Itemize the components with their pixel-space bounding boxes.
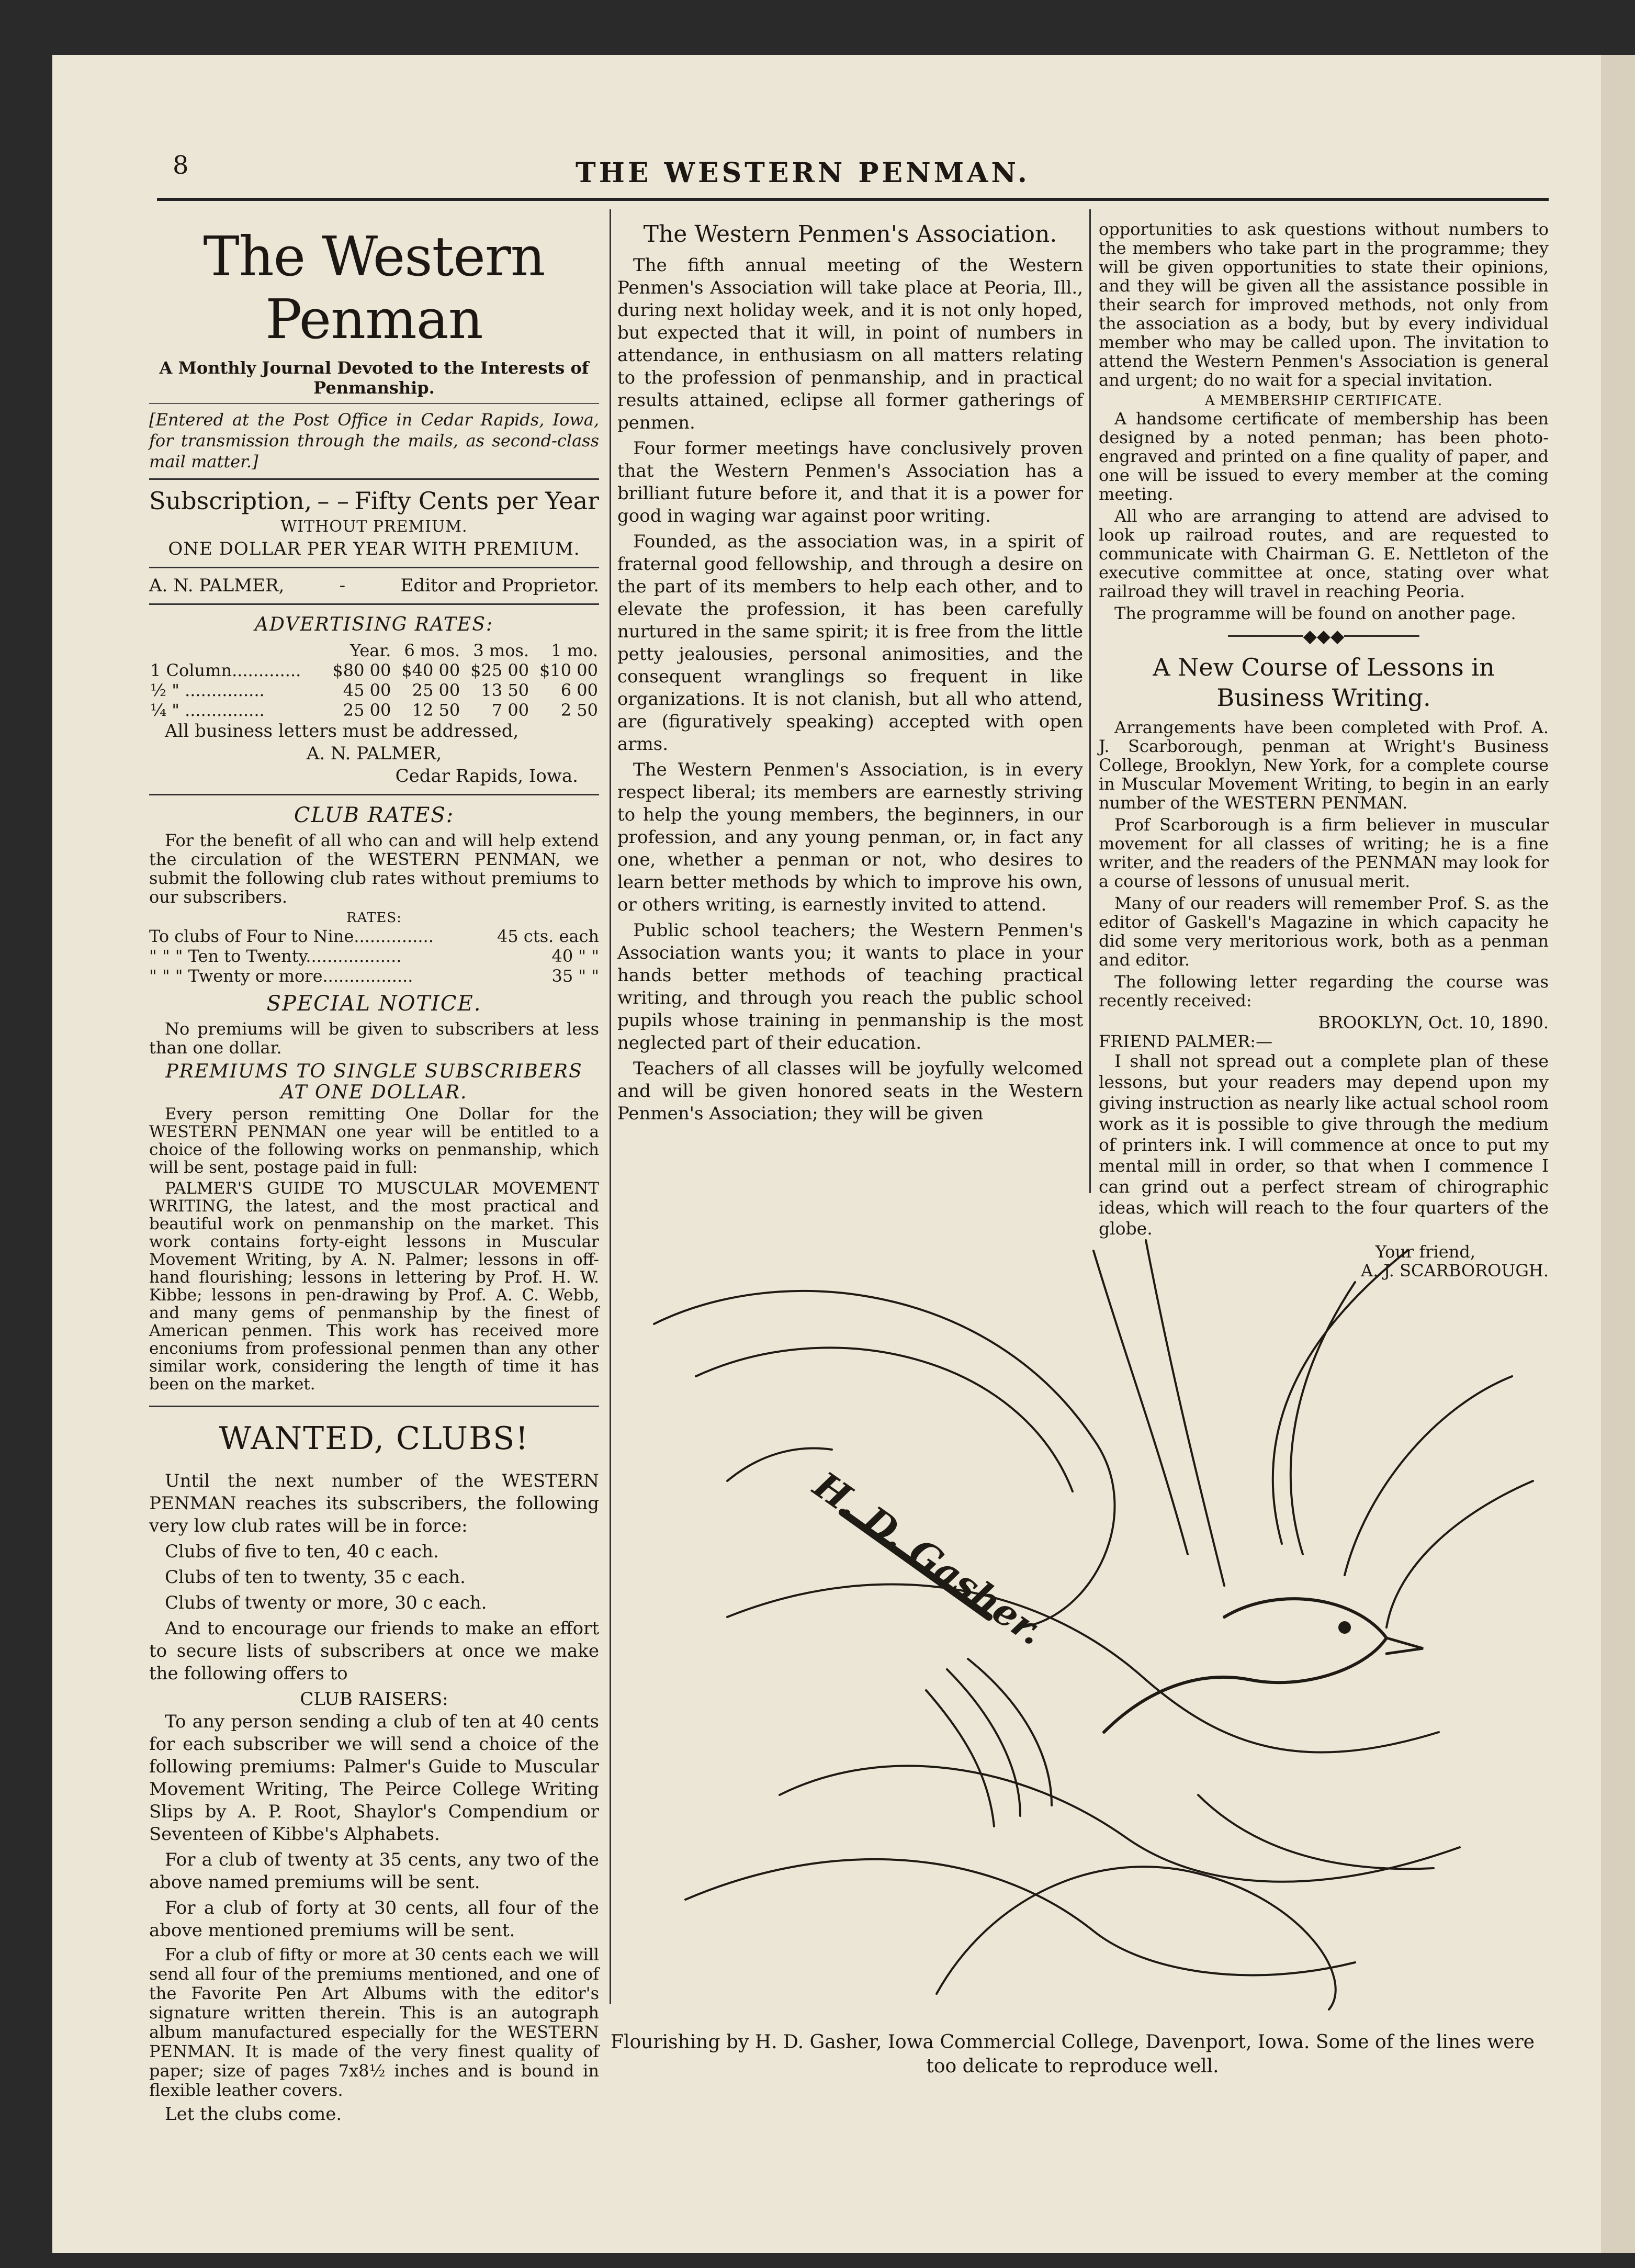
editor-role: Editor and Proprietor.	[400, 575, 599, 596]
illustration-signature: H. D. Gasher.	[806, 1463, 1053, 1654]
special-notice-text: No premiums will be given to subscribers at less than one dollar.	[149, 1019, 599, 1058]
flourish-stroke	[1273, 1251, 1407, 1544]
page-number: 8	[173, 151, 189, 180]
divider	[149, 567, 599, 568]
entered-notice: [Entered at the Post Office in Cedar Rapids, Iowa, for transmission through the mails, as second-class mail matter.]	[149, 410, 599, 471]
article-paragraph: Teachers of all classes will be joyfully welcomed and will be given honored seats in the Western Penmen's Association; they will be given	[617, 1058, 1083, 1124]
article-paragraph: Public school teachers; the Western Penmen's Association wants you; it wants to place in your hands better methods of teaching practical writing, and through you reach the public school pupils whose training in penmanship is the most neglected part of their education.	[617, 920, 1083, 1053]
illustration-caption: Flourishing by H. D. Gasher, Iowa Commercial College, Davenport, Iowa. Some of the lines were too delicate to reproduce well.	[611, 2031, 1535, 2077]
quill-feather	[968, 1659, 1052, 1805]
article-paragraph: Prof Scarborough is a firm believer in muscular movement for all classes of writing; he is a fine writer, and the readers of the PENMAN may look for a course of lessons of unusual merit.	[1099, 815, 1549, 891]
letter-signature: A. J. SCARBOROUGH.	[1360, 1261, 1549, 1281]
club-rates-text: For the benefit of all who can and will help extend the circulation of the WESTERN PENMAN, we submit the following club rates without premiums to our subscribers.	[149, 830, 599, 907]
letter-salutation: FRIEND PALMER:—	[1099, 1031, 1273, 1051]
article-paragraph: Founded, as the association was, in a spirit of fraternal good fellowship, and through a desire on the part of its members to help each other, and to elevate the profession, it has been carefully nurtured in the same spirit; it is free from the little petty jealousies, personal animosities, and the consequent wranglings so frequent in like organizations. It is not clanish, but all who attend, are (figuratively speaking) accepted with open arms.	[617, 531, 1083, 755]
flourish-stroke	[1386, 1481, 1533, 1627]
club-row: " " " Ten to Twenty.................. 40 " "	[149, 946, 599, 966]
masthead: THE WESTERN PENMAN.	[576, 157, 1030, 189]
premiums-text: Every person remitting One Dollar for the WESTERN PENMAN one year will be entitled to a choice of the following works on penmanship, which will be sent, postage paid in full:	[149, 1105, 599, 1177]
column-3	[1099, 220, 1549, 1280]
flourish-stroke	[727, 1585, 1439, 1753]
quill-feather	[947, 1669, 1020, 1816]
editor-name: A. N. PALMER,	[149, 575, 285, 596]
ornament-divider: ───────◆◆◆───────	[1228, 626, 1419, 647]
article-paragraph: Arrangements have been completed with Prof. A. J. Scarborough, penman at Wright's Business College, Brooklyn, New York, for a complete course in Muscular Movement Writing, to begin in an early number of the WESTERN PENMAN.	[1099, 717, 1549, 813]
flourish-stroke	[1291, 1282, 1355, 1554]
address-name: A. N. PALMER,	[306, 743, 442, 764]
bird-beak	[1386, 1638, 1423, 1654]
divider	[149, 794, 599, 795]
address-city: Cedar Rapids, Iowa.	[395, 766, 578, 787]
flourished-bird-illustration	[623, 1219, 1549, 2020]
subscription-label: Subscription,	[149, 487, 312, 515]
table-row: ¼ " ............... 25 00 12 50 7 00 2 50	[150, 700, 598, 720]
flourish-stroke	[654, 1291, 1114, 1627]
wanted-line: Clubs of twenty or more, 30 c each.	[165, 1592, 487, 1613]
flourish-stroke	[685, 1859, 1355, 1975]
subscription-row	[149, 486, 599, 515]
table-row: Year. 6 mos. 3 mos. 1 mo.	[350, 641, 598, 660]
article-paragraph: opportunities to ask questions without numbers to the members who take part in the programme; they will be given opportunities to state their opinions, and they will be given all the assistance possible in their search for improved methods, not only from the association as a body, but by every individual member who may be called upon. The invitation to attend the Western Penmen's Association is general and urgent; do no wait for a special invitation.	[1099, 219, 1549, 390]
wanted-text: And to encourage our friends to make an effort to secure lists of subscribers at once we make the following offers to	[149, 1618, 599, 1684]
article-paragraph: Many of our readers will remember Prof. S. as the editor of Gaskell's Magazine in which capacity he did some very meritorious work, both as a penman and editor.	[1099, 893, 1549, 970]
editor-dash: -	[339, 575, 346, 596]
flourish-stroke	[1146, 1240, 1224, 1586]
association-title: The Western Penmen's Association.	[643, 221, 1057, 248]
adjacent-page-edge	[1601, 55, 1635, 2253]
journal-title: The Western Penman	[203, 224, 545, 351]
rates-label: RATES:	[346, 910, 402, 926]
flourish-stroke	[937, 1867, 1336, 2009]
certificate-title: A MEMBERSHIP CERTIFICATE.	[1204, 393, 1443, 409]
article-paragraph: The fifth annual meeting of the Western Penmen's Association will take place at Peoria, Ill., during next holiday week, and it is not only hoped, but expected that it will, in point of numbers in attendance, in enthusiasm on all matters relating to the profession of penmanship, and in practical results attained, eclipse all former gatherings of penmen.	[617, 255, 1083, 433]
wanted-clubs-title: WANTED, CLUBS!	[219, 1420, 529, 1457]
raisers-text: To any person sending a club of ten at 40 cents for each subscriber we will send a choice of the following premiums: Palmer's Guide to Muscular Movement Writing, The Peirce College Writing Slips by A. P. Root, Shaylor's Compendium or Seventeen of Kibbe's Alphabets.	[149, 1711, 599, 1845]
raisers-text: For a club of fifty or more at 30 cents each we will send all four of the premiums mentioned, and one of the Favorite Pen Art Albums with the editor's signature written therein. This is an autograph album manufactured especially for the WESTERN PENMAN. It is made of the very finest quality of paper; size of pages 7x8½ inches and is bound in flexible leather covers.	[149, 1945, 599, 2100]
wanted-line: Clubs of five to ten, 40 c each.	[165, 1541, 439, 1562]
letter-body: I shall not spread out a complete plan of these lessons, but your readers may depend upon my giving instruction as nearly like actual school room work as it is possible to give through the medium of printers ink. I will commence at once to put my mental mill in order, so that when I commence I can grind out a perfect stream of chirographic ideas, which will reach to the four quarters of the globe.	[1099, 1051, 1549, 1239]
article-paragraph: Four former meetings have conclusively proven that the Western Penmen's Association has a brilliant future before it, and that it is a power for good in waging war against poor writing.	[617, 438, 1083, 526]
table-row: 1 Column............. $80 00 $40 00 $25 00 $10 00	[150, 660, 598, 680]
column-divider-2	[1089, 209, 1091, 1193]
article-paragraph: A handsome certificate of membership has been designed by a noted penman; has been photo-engraved and printed on a fine quality of paper, and one will be issued to every member at the coming meeting.	[1099, 409, 1549, 504]
without-premium: WITHOUT PREMIUM.	[280, 518, 468, 536]
flourish-stroke	[1198, 1795, 1434, 1869]
column-divider-1	[610, 209, 611, 2004]
subscription-dash: – –	[317, 487, 349, 515]
raisers-text: For a club of twenty at 35 cents, any two of the above named premiums will be sent.	[149, 1849, 599, 1893]
club-row: To clubs of Four to Nine............... 45 cts. each	[149, 926, 599, 946]
header-rule	[157, 198, 1549, 201]
club-raisers-title: CLUB RAISERS:	[300, 1689, 448, 1710]
special-notice-title: SPECIAL NOTICE.	[266, 992, 482, 1016]
journal-subtitle: A Monthly Journal Devoted to the Interests of Penmanship.	[159, 358, 589, 398]
premiums-title: PREMIUMS TO SINGLE SUBSCRIBERS AT ONE DOLLAR.	[165, 1061, 583, 1103]
divider	[149, 603, 599, 605]
article-paragraph: The Western Penmen's Association, is in every respect liberal; its members are earnestly striving to help the young members, the beginners, in our profession, and any young penman, or, in fact any one, whether a penman or not, who desires to learn better methods by which to improve his own, or others writing, is earnestly invited to attend.	[617, 759, 1083, 915]
quill-feather	[926, 1690, 994, 1826]
flourish-stroke	[1345, 1376, 1512, 1575]
subscription-price: Fifty Cents per Year	[354, 487, 599, 515]
raisers-text: For a club of forty at 30 cents, all four of the above mentioned premiums will be sent.	[149, 1898, 599, 1941]
advertising-title: ADVERTISING RATES:	[254, 614, 493, 635]
article-paragraph: The following letter regarding the course was recently received:	[1099, 972, 1549, 1011]
column-1	[149, 220, 599, 2129]
bird-eye	[1339, 1622, 1350, 1633]
flourish-stroke	[696, 1348, 1073, 1491]
flourish-stroke	[780, 1766, 1460, 1881]
table-row: ½ " ............... 45 00 25 00 13 50 6 00	[150, 680, 598, 700]
letter-closing: Your friend,	[1375, 1242, 1475, 1262]
with-premium: ONE DOLLAR PER YEAR WITH PREMIUM.	[168, 538, 580, 559]
club-row: " " " Twenty or more................. 35 " "	[149, 966, 599, 986]
editor-row	[149, 575, 599, 597]
divider	[149, 1406, 599, 1407]
column-2	[617, 220, 1083, 1128]
new-course-title: A New Course of Lessons in Business Writing.	[1153, 653, 1495, 712]
club-rates-title: CLUB RATES:	[294, 803, 455, 827]
palmer-guide-text: PALMER'S GUIDE TO MUSCULAR MOVEMENT WRITING, the latest, and the most practical and beautiful work on penmanship on the market. This work contains forty-eight lessons in Muscular Movement Writing, by A. N. Palmer; lessons in off-hand flourishing; lessons in lettering by Prof. H. W. Kibbe; lessons in pen-drawing by Prof. A. C. Webb, and many gems of penmanship by the finest of American penmen. This work has received more enconiums from professional penmen than any other similar work, considering the length of time it has been on the market.	[149, 1179, 599, 1394]
divider	[149, 403, 599, 404]
business-letters: All business letters must be addressed,	[165, 721, 519, 742]
letter-date: BROOKLYN, Oct. 10, 1890.	[1318, 1013, 1549, 1032]
article-paragraph: The programme will be found on another page.	[1114, 603, 1516, 623]
flourish-stroke	[727, 1449, 832, 1481]
advertising-rates-table	[149, 641, 599, 720]
raisers-end: Let the clubs come.	[165, 2104, 342, 2125]
article-paragraph: All who are arranging to attend are advised to look up railroad routes, and are requested to communicate with Chairman G. E. Nettleton of the executive committee at once, stating over what railroad they will travel in reaching Peoria.	[1099, 506, 1549, 601]
wanted-line: Clubs of ten to twenty, 35 c each.	[165, 1567, 466, 1588]
bird-body	[1104, 1599, 1386, 1732]
flourish-stroke	[1093, 1251, 1188, 1554]
wanted-text: Until the next number of the WESTERN PENMAN reaches its subscribers, the following very low club rates will be in force:	[149, 1470, 599, 1536]
divider	[149, 478, 599, 480]
